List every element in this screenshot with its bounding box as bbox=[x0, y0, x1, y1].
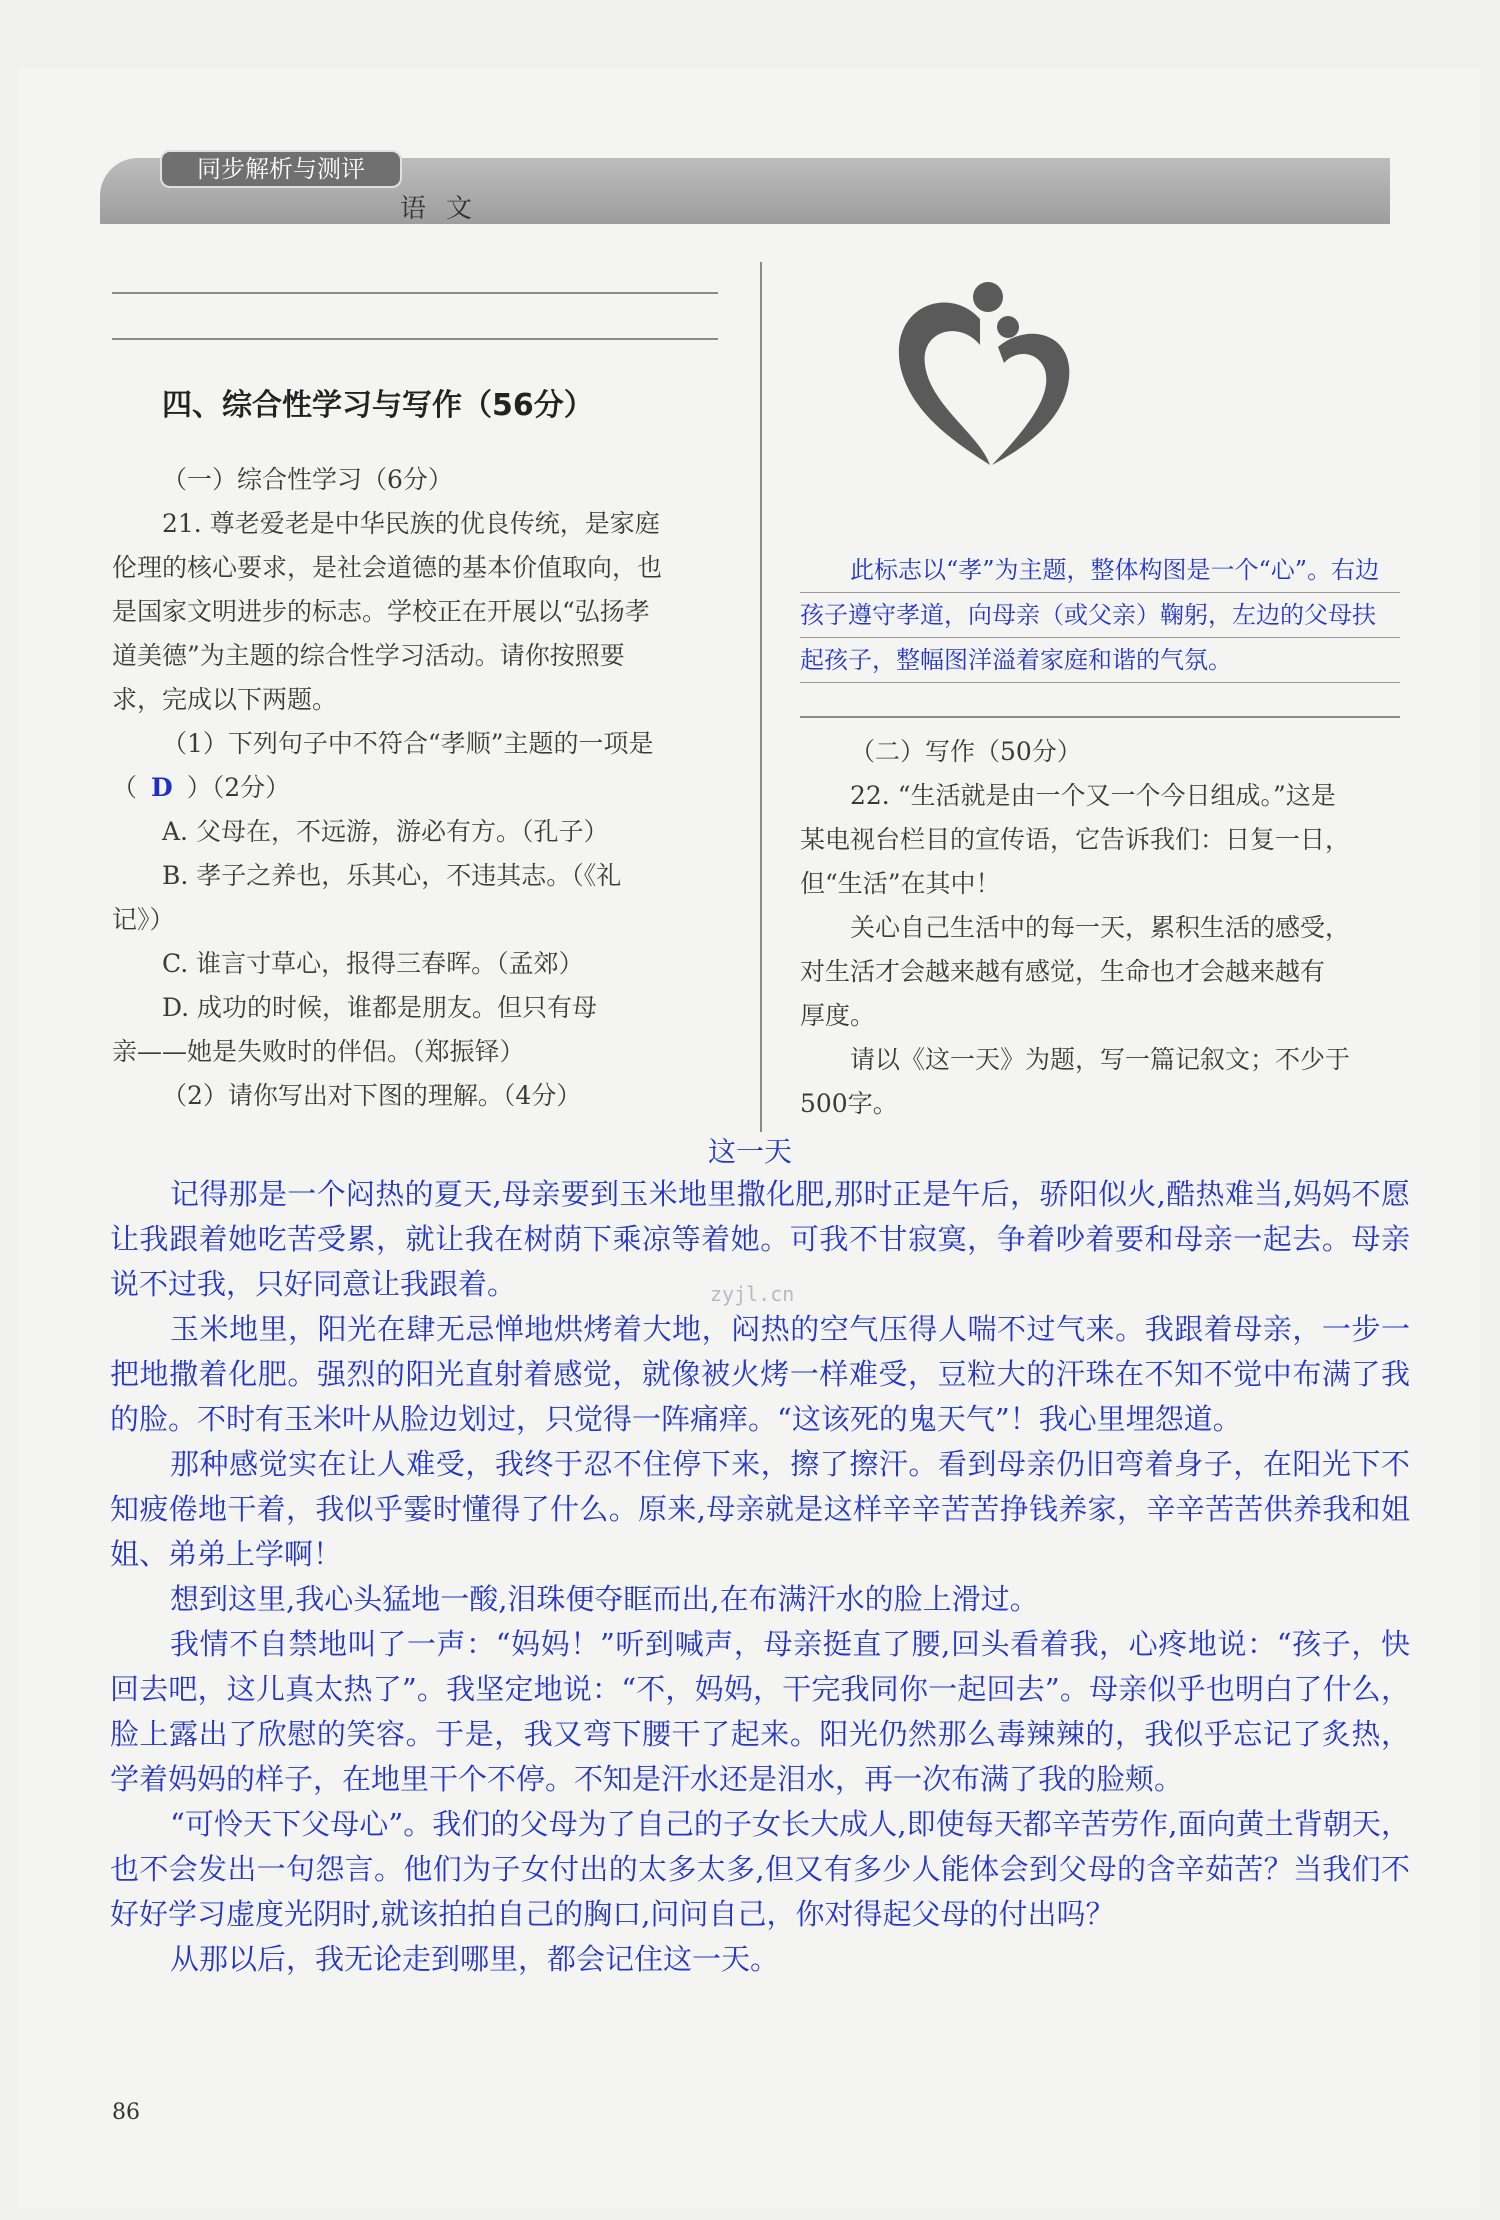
watermark: zyjl.cn bbox=[710, 1282, 795, 1306]
series-tab: 同步解析与测评 bbox=[160, 150, 402, 188]
answer-line-2 bbox=[112, 338, 718, 340]
option-b-cont: 记》） bbox=[112, 905, 175, 934]
q21-sub1-answer-line bbox=[112, 766, 718, 810]
question-21 bbox=[112, 502, 718, 1118]
q21-line: 是国家文明进步的标志。学校正在开展以“弘扬孝 bbox=[112, 597, 650, 626]
page-number: 86 bbox=[112, 2100, 140, 2125]
q22-line: 对生活才会越来越有感觉，生命也才会越来越有 bbox=[800, 957, 1326, 986]
logo-answer-line: 孩子遵守孝道，向母亲（或父亲）鞠躬，左边的父母扶 bbox=[800, 593, 1400, 638]
question-22 bbox=[800, 774, 1400, 1126]
filial-heart-logo-icon bbox=[880, 275, 1080, 475]
q21-sub1: （1）下列句子中不符合“孝顺”主题的一项是 bbox=[162, 729, 654, 758]
option-a: A. 父母在，不远游，游必有方。（孔子） bbox=[162, 817, 609, 846]
q22-line: 22. “生活就是由一个又一个今日组成。”这是 bbox=[850, 781, 1336, 810]
logo-answer-line: 起孩子，整幅图洋溢着家庭和谐的气氛。 bbox=[800, 638, 1400, 683]
part1-title: （一）综合性学习（6分） bbox=[162, 465, 453, 494]
part2-title: （二）写作（50分） bbox=[850, 737, 1082, 766]
logo-answer bbox=[800, 548, 1400, 683]
q21-line: 伦理的核心要求，是社会道德的基本价值取向，也 bbox=[112, 553, 663, 582]
q22-line: 但“生活”在其中！ bbox=[800, 869, 1001, 898]
essay-title: 这一天 bbox=[707, 1135, 792, 1168]
option-d: D. 成功的时候，谁都是朋友。但只有母 bbox=[162, 993, 598, 1022]
essay-paragraph: 从那以后，我无论走到哪里，都会记住这一天。 bbox=[170, 1942, 780, 1976]
essay-paragraph: 想到这里,我心头猛地一酸,泪珠便夺眶而出,在布满汗水的脸上滑过。 bbox=[170, 1582, 1039, 1616]
option-c: C. 谁言寸草心，报得三春晖。（孟郊） bbox=[162, 949, 584, 978]
essay-paragraph: 那种感觉实在让人难受，我终于忍不住停下来，擦了擦汗。看到母亲仍旧弯着身子，在阳光下不知疲倦地干着，我似乎霎时懂得了什么。原来,母亲就是这样辛辛苦苦挣钱养家，辛辛苦苦供养我和姐姐、弟弟上学啊！ bbox=[110, 1447, 1410, 1571]
essay-paragraph: 玉米地里，阳光在肆无忌惮地烘烤着大地，闷热的空气压得人喘不过气来。我跟着母亲，一步一把地撒着化肥。强烈的阳光直射着感觉，就像被火烤一样难受，豆粒大的汗珠在不知不觉中布满了我的脸。不时有玉米叶从脸边划过，只觉得一阵痛痒。“这该死的鬼天气”！我心里埋怨道。 bbox=[110, 1312, 1410, 1436]
column-divider bbox=[760, 262, 762, 1132]
q22-line: 厚度。 bbox=[800, 1001, 876, 1030]
paren-open: （ bbox=[112, 773, 138, 802]
logo-answer-line: 此标志以“孝”为主题，整体构图是一个“心”。右边 bbox=[800, 548, 1400, 593]
q22-line: 关心自己生活中的每一天，累积生活的感受， bbox=[850, 913, 1351, 942]
section-title: 四、综合性学习与写作（56分） bbox=[162, 388, 594, 423]
subject-label: 语文 bbox=[400, 194, 493, 224]
essay-paragraph: 我情不自禁地叫了一声：“妈妈！”听到喊声，母亲挺直了腰,回头看着我，心疼地说：“孩子，快回去吧，这儿真太热了”。我坚定地说：“不，妈妈，干完我同你一起回去”。母亲似乎也明白了什么，脸上露出了欣慰的笑容。于是，我又弯下腰干了起来。阳光仍然那么毒辣辣的，我似乎忘记了炙热，学着妈妈的样子，在地里干个不停。不知是汗水还是泪水，再一次布满了我的脸颊。 bbox=[110, 1627, 1410, 1796]
points-label: ）（2分） bbox=[186, 773, 291, 802]
page-header bbox=[100, 150, 1390, 230]
q21-line: 道美德”为主题的综合性学习活动。请你按照要 bbox=[112, 641, 625, 670]
q21-line: 21. 尊老爱老是中华民族的优良传统，是家庭 bbox=[162, 509, 660, 538]
q21-sub2: （2）请你写出对下图的理解。（4分） bbox=[162, 1081, 582, 1110]
essay-paragraph: “可怜天下父母心”。我们的父母为了自己的子女长大成人,即使每天都辛苦劳作,面向黄土背朝天，也不会发出一句怨言。他们为子女付出的太多太多,但又有多少人能体会到父母的含辛茹苦？当我们不好好学习虚度光阴时,就该拍拍自己的胸口,问问自己，你对得起父母的付出吗？ bbox=[110, 1807, 1410, 1931]
answer-mark: D bbox=[151, 773, 173, 802]
option-d-cont: 亲——她是失败时的伴侣。（郑振铎） bbox=[112, 1037, 525, 1066]
option-b: B. 孝子之养也，乐其心，不违其志。（《礼 bbox=[162, 861, 622, 890]
answer-line-3 bbox=[800, 716, 1400, 718]
essay-paragraph: 记得那是一个闷热的夏天,母亲要到玉米地里撒化肥,那时正是午后，骄阳似火,酷热难当,妈妈不愿让我跟着她吃苦受累，就让我在树荫下乘凉等着她。可我不甘寂寞，争着吵着要和母亲一起去。母亲说不过我，只好同意让我跟着。 bbox=[110, 1177, 1410, 1301]
q22-line: 500字。 bbox=[800, 1089, 898, 1118]
q21-line: 求，完成以下两题。 bbox=[112, 685, 338, 714]
answer-line-1 bbox=[112, 292, 718, 294]
q22-line: 某电视台栏目的宣传语，它告诉我们：日复一日， bbox=[800, 825, 1351, 854]
q22-line: 请以《这一天》为题，写一篇记叙文；不少于 bbox=[850, 1045, 1351, 1074]
